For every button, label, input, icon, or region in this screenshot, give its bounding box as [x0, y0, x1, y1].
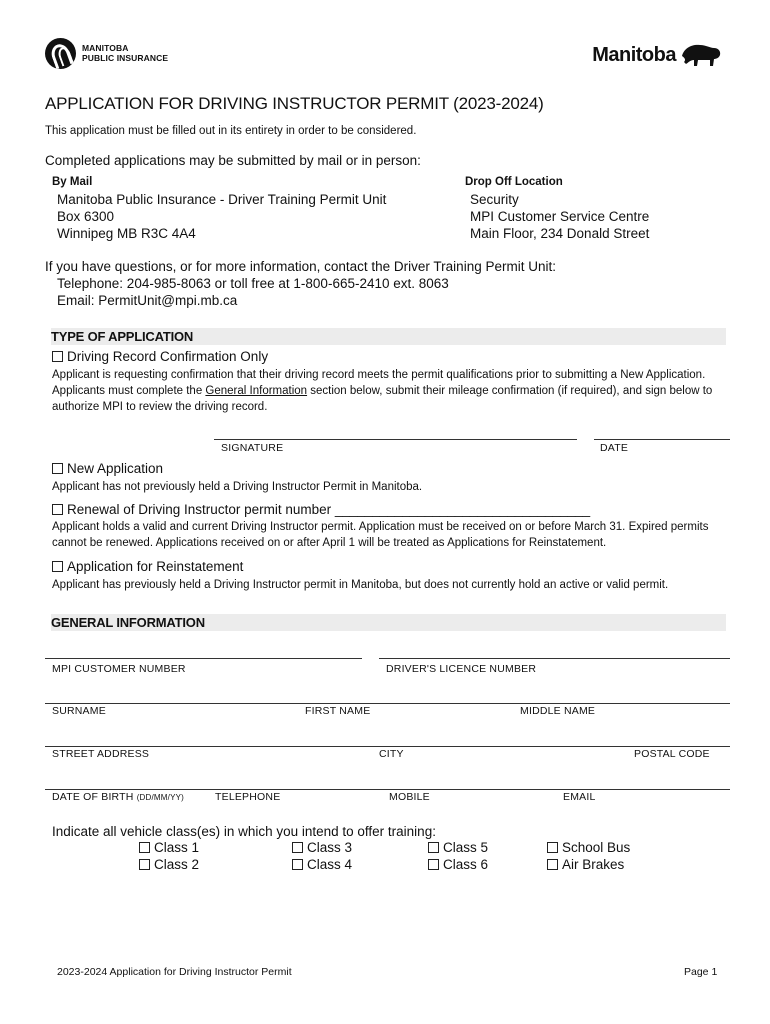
- middle-name-label: MIDDLE NAME: [520, 705, 596, 717]
- class-2-checkbox[interactable]: [139, 859, 150, 870]
- mpi-logo-line1: MANITOBA: [82, 43, 129, 53]
- mpi-logo: [45, 38, 168, 69]
- air-brakes-checkbox[interactable]: [547, 859, 558, 870]
- school-bus-checkbox[interactable]: [547, 842, 558, 853]
- class-1-checkbox[interactable]: [139, 842, 150, 853]
- class-5-option[interactable]: Class 5: [428, 840, 488, 855]
- by-mail-heading: By Mail: [52, 176, 93, 188]
- reinstatement-label: Application for Reinstatement: [67, 559, 244, 574]
- dropoff-line1: Security: [470, 192, 519, 207]
- new-application-checkbox[interactable]: [52, 463, 63, 474]
- submit-instructions: Completed applications may be submitted by mail or in person:: [45, 153, 421, 168]
- air-brakes-option[interactable]: Air Brakes: [547, 857, 624, 872]
- street-address-label: STREET ADDRESS: [52, 748, 150, 760]
- page-title: APPLICATION FOR DRIVING INSTRUCTOR PERMIT (2023-2024): [45, 94, 544, 113]
- class-5-checkbox[interactable]: [428, 842, 439, 853]
- manitoba-logo: [592, 42, 722, 68]
- signature-label: SIGNATURE: [221, 442, 284, 454]
- postal-code-label: POSTAL CODE: [634, 748, 710, 760]
- school-bus-option[interactable]: School Bus: [547, 840, 630, 855]
- mail-line1: Manitoba Public Insurance - Driver Training Permit Unit: [57, 192, 387, 207]
- email-label: EMAIL: [563, 791, 596, 803]
- dropoff-line3: Main Floor, 234 Donald Street: [470, 226, 650, 241]
- mobile-label: MOBILE: [389, 791, 430, 803]
- driving-record-label: Driving Record Confirmation Only: [67, 349, 269, 364]
- option-reinstatement[interactable]: [52, 559, 243, 574]
- class-3-option[interactable]: Class 3: [292, 840, 352, 855]
- date-label: DATE: [600, 442, 629, 454]
- class-2-option[interactable]: Class 2: [139, 857, 199, 872]
- class-1-option[interactable]: Class 1: [139, 840, 199, 855]
- general-information-link: General Information: [205, 385, 308, 397]
- class-4-checkbox[interactable]: [292, 859, 303, 870]
- surname-label: SURNAME: [52, 705, 106, 717]
- class-4-option[interactable]: Class 4: [292, 857, 352, 872]
- bison-icon: [680, 42, 722, 68]
- option-driving-record[interactable]: [52, 349, 268, 364]
- renewal-description: Applicant holds a valid and current Driving Instructor permit. Application must be received on or before March 31. Expired permits cannot be renewed. Applications received on or after April 1 will be treated as Applications for Reinstatement.: [52, 521, 709, 549]
- class-6-option[interactable]: Class 6: [428, 857, 488, 872]
- dob-format: (DD/MM/YY): [136, 793, 185, 802]
- contact-field-line[interactable]: [45, 789, 730, 790]
- reinstatement-checkbox[interactable]: [52, 561, 63, 572]
- new-application-label: New Application: [67, 461, 164, 476]
- drivers-licence-number-label: DRIVER'S LICENCE NUMBER: [386, 663, 537, 675]
- mail-line3: Winnipeg MB R3C 4A4: [57, 226, 196, 241]
- general-information-heading: GENERAL INFORMATION: [51, 614, 726, 631]
- option-renewal[interactable]: [52, 502, 590, 517]
- first-name-label: FIRST NAME: [305, 705, 371, 717]
- class-6-checkbox[interactable]: [428, 859, 439, 870]
- type-of-application-heading: TYPE OF APPLICATION: [51, 328, 726, 345]
- address-field-line[interactable]: [45, 746, 730, 747]
- option-new-application[interactable]: [52, 461, 163, 476]
- class-prompt: Indicate all vehicle class(es) in which you intend to offer training:: [52, 824, 436, 839]
- mpi-logo-line2: PUBLIC INSURANCE: [82, 52, 169, 63]
- dropoff-heading: Drop Off Location: [465, 176, 563, 188]
- dropoff-address: [470, 191, 649, 242]
- city-label: CITY: [379, 748, 404, 760]
- date-of-birth-label: DATE OF BIRTH (DD/MM/YY): [52, 791, 185, 803]
- footer-title: 2023-2024 Application for Driving Instructor Permit: [57, 966, 292, 978]
- mpi-customer-number-field[interactable]: [45, 658, 362, 659]
- contact-intro: If you have questions, or for more information, contact the Driver Training Permit Unit:: [45, 259, 556, 274]
- mail-address: [57, 191, 386, 242]
- driving-record-checkbox[interactable]: [52, 351, 63, 362]
- contact-phone: Telephone: 204-985-8063 or toll free at 1-800-665-2410 ext. 8063: [57, 276, 449, 291]
- renewal-label: Renewal of Driving Instructor permit number __________________________________: [67, 502, 591, 517]
- contact-email: Email: PermitUnit@mpi.mb.ca: [57, 293, 238, 308]
- manitoba-wordmark: Manitoba: [592, 43, 676, 66]
- page-number: Page 1: [684, 966, 718, 978]
- reinstatement-description: Applicant has previously held a Driving Instructor permit in Manitoba, but does not currently hold an active or valid permit.: [52, 579, 669, 591]
- signature-line[interactable]: [214, 439, 577, 440]
- drivers-licence-number-field[interactable]: [379, 658, 730, 659]
- renewal-checkbox[interactable]: [52, 504, 63, 515]
- dropoff-line2: MPI Customer Service Centre: [470, 209, 650, 224]
- intro-text: This application must be filled out in its entirety in order to be considered.: [45, 125, 417, 137]
- mpi-emblem-icon: [45, 38, 76, 69]
- date-line[interactable]: [594, 439, 730, 440]
- class-3-checkbox[interactable]: [292, 842, 303, 853]
- driving-record-description: Applicant is requesting confirmation that their driving record meets the permit qualifications prior to submitting a New Application. Applicants must complete the General Information section below, submit their mileage confirmation (if required), and sign below to authorize MPI to review the driving record.: [52, 369, 713, 413]
- mail-line2: Box 6300: [57, 209, 115, 224]
- new-application-description: Applicant has not previously held a Driving Instructor Permit in Manitoba.: [52, 481, 423, 493]
- telephone-label: TELEPHONE: [215, 791, 281, 803]
- name-field-line[interactable]: [45, 703, 730, 704]
- mpi-customer-number-label: MPI CUSTOMER NUMBER: [52, 663, 186, 675]
